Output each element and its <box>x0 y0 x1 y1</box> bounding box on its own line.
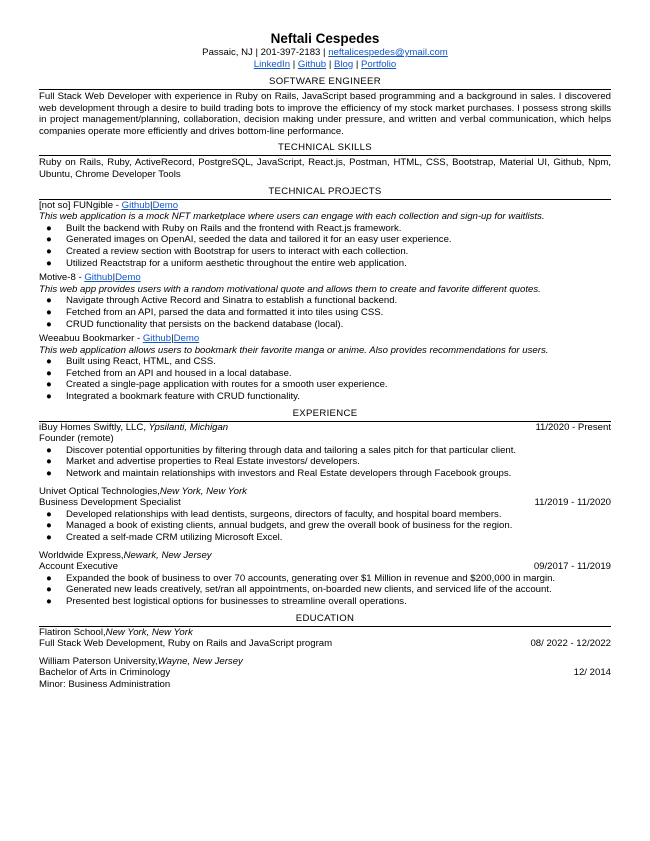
job-header <box>39 550 611 562</box>
job-header <box>39 486 611 498</box>
company-name: iBuy Homes Swiftly, LLC, <box>39 421 149 433</box>
email-link[interactable]: neftalicespedes@ymail.com <box>328 47 448 58</box>
list-item: ● Network and maintain relationships with investors and Real Estate developers through Facebook groups. <box>46 468 512 480</box>
project-title-line <box>39 200 611 212</box>
school-header <box>39 627 611 639</box>
list-item: ● Generated new leads creatively, set/ran all appointments, on-boarded new clients, and serviced life of the account. <box>46 584 552 596</box>
company-name: Univet Optical Technologies, <box>39 485 160 497</box>
project-bullets <box>39 295 611 330</box>
list-item: ● CRUD functionality that persists on the backend database (local). <box>46 318 344 330</box>
school-entry <box>39 656 611 691</box>
job-role-line <box>39 497 611 509</box>
list-item: ● Presented best logistical options for businesses to streamline overall operations. <box>46 595 407 607</box>
project-github-link[interactable]: Github <box>121 199 150 211</box>
school-name: William Paterson University, <box>39 655 158 667</box>
degree-date: 08/ 2022 - 12/2022 <box>530 638 611 650</box>
job-location: Ypsilanti, Michigan <box>148 421 229 433</box>
project-bullets <box>39 223 611 269</box>
job-bullets <box>39 445 611 480</box>
list-item: ● Created a single-page application with routes for a smooth user experience. <box>46 379 388 391</box>
degree-text: Bachelor of Arts in Criminology <box>39 667 171 679</box>
list-item: ● Navigate through Active Record and Sinatra to establish a functional backend. <box>46 295 398 307</box>
school-location: New York, New York <box>105 626 193 638</box>
job-dates: 09/2017 - 11/2019 <box>533 561 611 573</box>
list-item: ● Discover potential opportunities by filtering through data and tailoring a sales pitch for that particular client. <box>46 444 517 456</box>
job-bullets <box>39 509 611 544</box>
project-demo-link[interactable]: Demo <box>173 333 200 345</box>
contact-info: Passaic, NJ | 201-397-2183 | <box>202 47 329 58</box>
school-location: Wayne, New Jersey <box>157 655 243 667</box>
list-item: ● Created a review section with Bootstrap for users to interact with each collection. <box>46 245 409 257</box>
project-entry <box>39 200 611 270</box>
project-description: This web application allows users to bookmark their favorite manga or anime. Also provides recommendations for users. <box>39 344 549 356</box>
link-divider: | <box>171 333 174 345</box>
project-bullets <box>39 356 611 402</box>
project-demo-link[interactable]: Demo <box>152 199 179 211</box>
list-item: ● Utilized Reactstrap for a uniform aesthetic throughout the entire web application. <box>46 257 407 269</box>
project-title-line <box>39 272 611 284</box>
school-header <box>39 656 611 668</box>
project-name: Weeabuu Bookmarker - <box>39 333 141 345</box>
project-description: This web app provides users with a random motivational quote and allows them to create and favorite different quotes. <box>39 283 541 295</box>
job-location: New York, New York <box>159 485 247 497</box>
degree-line <box>39 679 611 691</box>
projects-heading: TECHNICAL PROJECTS <box>39 186 611 200</box>
job-bullets <box>39 573 611 608</box>
school-name: Flatiron School, <box>39 626 106 638</box>
list-item: ● Market and advertise properties to Real Estate investors/ developers. <box>46 456 360 468</box>
list-item: ● Built using React, HTML, and CSS. <box>46 356 216 368</box>
list-item: ● Integrated a bookmark feature with CRUD functionality. <box>46 391 300 403</box>
list-item: ● Fetched from an API and housed in a local database. <box>46 367 292 379</box>
candidate-name: Neftali Cespedes <box>270 31 380 46</box>
contact-line <box>39 47 611 59</box>
degree-date: 12/ 2014 <box>573 667 611 679</box>
job-header <box>39 422 611 434</box>
job-entry <box>39 550 611 608</box>
project-title-line <box>39 333 611 345</box>
skills-heading: TECHNICAL SKILLS <box>39 142 611 156</box>
job-role-line <box>39 561 611 573</box>
link-divider: | <box>149 199 153 211</box>
job-dates: 11/2020 - Present <box>535 421 611 433</box>
list-item: ● Expanded the book of business to over 70 accounts, generating over $1 Million in revenue and $200,000 in margin. <box>46 572 556 584</box>
skills-text: Ruby on Rails, Ruby, ActiveRecord, PostgreSQL, JavaScript, React.js, Postman, HTML, CSS, Bootstrap, Material UI, Github, Npm, Ubuntu, Chrome Developer Tools <box>39 157 611 180</box>
project-name: Motive-8 - <box>39 272 82 284</box>
job-dates: 11/2019 - 11/2020 <box>534 497 611 509</box>
github-link[interactable]: Github <box>297 59 327 70</box>
project-entry <box>39 272 611 330</box>
degree-line <box>39 667 611 679</box>
company-name: Worldwide Express, <box>39 549 124 561</box>
project-name: [not so] FUNgible - <box>39 199 119 211</box>
job-role: Account Executive <box>39 561 118 573</box>
degree-text: Full Stack Web Development, Ruby on Rails and JavaScript program <box>39 638 333 650</box>
list-item: ● Managed a book of existing clients, annual budgets, and grew the overall book of business for the region. <box>46 520 513 532</box>
education-heading: EDUCATION <box>39 613 611 627</box>
list-item: ● Developed relationships with lead dentists, surgeons, directors of faculty, and hospital board members. <box>46 508 502 520</box>
link-divider: | <box>112 272 116 284</box>
project-demo-link[interactable]: Demo <box>115 272 141 284</box>
summary-heading: SOFTWARE ENGINEER <box>39 76 611 90</box>
project-description: This web application is a mock NFT marketplace where users can engage with each collection and sign-up for waitlists. <box>39 211 545 223</box>
profile-links: LinkedIn | Github | Blog | Portfolio <box>253 59 397 70</box>
blog-link[interactable]: Blog <box>333 59 354 70</box>
job-role: Founder (remote) <box>39 433 114 445</box>
list-item: ● Fetched from an API, parsed the data and formatted it into tiles using CSS. <box>46 306 384 318</box>
job-entry <box>39 486 611 544</box>
experience-heading: EXPERIENCE <box>39 408 611 422</box>
list-item: ● Created a self-made CRM utilizing Microsoft Excel. <box>46 532 283 543</box>
linkedin-link[interactable]: LinkedIn <box>253 59 291 70</box>
project-github-link[interactable]: Github <box>142 333 172 345</box>
job-role: Business Development Specialist <box>39 497 181 509</box>
project-github-link[interactable]: Github <box>84 272 113 284</box>
list-item: ● Built the backend with Ruby on Rails and the frontend with React.js framework. <box>46 222 402 234</box>
list-item: ● Generated images on OpenAI, seeded the data and tailored it for an easy user experience. <box>46 234 452 246</box>
job-entry <box>39 422 611 480</box>
summary-text: Full Stack Web Developer with experience in Ruby on Rails, JavaScript based programming and a background in sales. I discovered web development through a desire to build trading bots to improve the efficiency of my stock market purchases. I possess strong skills in project management/planning, collaboration, decision making under pressure, and written and verbal communication, which helps companies operate more efficiently and drives bottom-line performance. <box>39 91 611 137</box>
portfolio-link[interactable]: Portfolio <box>361 59 397 70</box>
degree-line <box>39 638 611 650</box>
school-entry <box>39 627 611 650</box>
degree-text: Minor: Business Administration <box>39 678 171 690</box>
job-location: Newark, New Jersey <box>123 549 212 561</box>
project-entry <box>39 333 611 403</box>
